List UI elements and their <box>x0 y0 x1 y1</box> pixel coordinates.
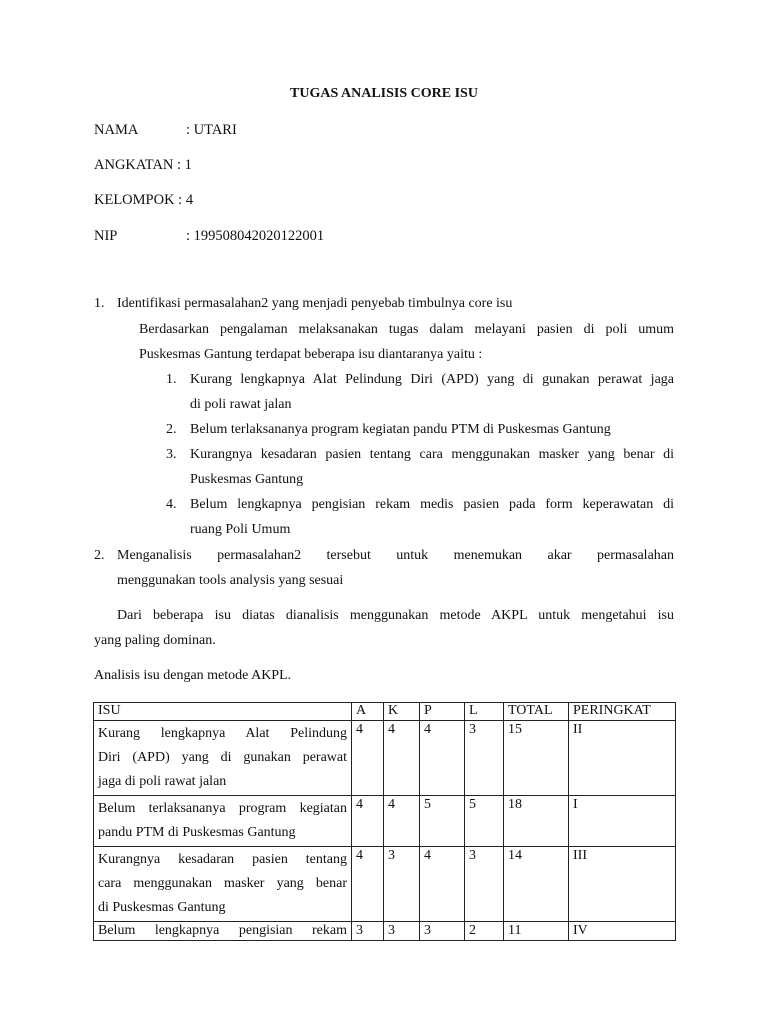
section2-line1: Menganalisis permasalahan2 tersebut untuk menemukan akar permasalahan <box>117 548 674 563</box>
isu-line: Kurang lengkapnya Alat Pelindung <box>98 726 347 741</box>
section1-intro-line1: Berdasarkan pengalaman melaksanakan tugas dalam melayani pasien di poli umum <box>139 322 674 337</box>
list-item-number: 1. <box>166 372 177 387</box>
list-item-number: 4. <box>166 497 177 512</box>
table-cell-a: 4 <box>352 796 384 847</box>
table-cell-total: 18 <box>504 796 569 847</box>
isu-line: Diri (APD) yang di gunakan perawat <box>98 750 347 765</box>
list-item-text-cont: ruang Poli Umum <box>190 522 291 537</box>
table-cell-a: 3 <box>352 922 384 941</box>
list-item-text: Belum terlaksananya program kegiatan pandu PTM di Puskesmas Gantung <box>190 422 611 437</box>
table-cell-k: 3 <box>384 847 420 922</box>
identity-label: NAMA <box>94 122 139 138</box>
table-cell-isu <box>94 796 352 847</box>
section1-intro-line2: Puskesmas Gantung terdapat beberapa isu diantaranya yaitu : <box>139 347 483 362</box>
table-header-total: TOTAL <box>504 703 569 721</box>
table-cell-p: 5 <box>420 796 465 847</box>
table-row <box>94 922 676 941</box>
table-row <box>94 796 676 847</box>
analysis-paragraph-line2: yang paling dominan. <box>94 633 216 648</box>
table-header-l: L <box>465 703 504 721</box>
identity-value: : 199508042020122001 <box>186 228 325 244</box>
section1-number: 1. <box>94 296 105 311</box>
table-header-k: K <box>384 703 420 721</box>
identity-row-nip <box>94 228 325 245</box>
table-cell-total: 14 <box>504 847 569 922</box>
isu-line: cara menggunakan masker yang benar <box>98 876 347 891</box>
table-cell-p: 4 <box>420 847 465 922</box>
table-cell-l: 5 <box>465 796 504 847</box>
table-cell-peringkat: II <box>569 721 676 796</box>
identity-label: ANGKATAN : 1 <box>94 157 192 173</box>
table-cell-p: 4 <box>420 721 465 796</box>
table-cell-l: 3 <box>465 721 504 796</box>
identity-value: : UTARI <box>186 122 237 138</box>
table-header-isu: ISU <box>94 703 352 721</box>
list-item-text-cont: Puskesmas Gantung <box>190 472 304 487</box>
isu-line: Kurangnya kesadaran pasien tentang <box>98 852 347 867</box>
analysis-paragraph-line1: Dari beberapa isu diatas dianalisis menggunakan metode AKPL untuk mengetahui isu <box>117 608 674 623</box>
isu-line: Belum terlaksananya program kegiatan <box>98 801 347 816</box>
document-title: TUGAS ANALISIS CORE ISU <box>290 86 478 101</box>
table-cell-isu <box>94 847 352 922</box>
table-header-peringkat: PERINGKAT <box>569 703 676 721</box>
identity-row-name <box>94 122 237 139</box>
table-cell-isu <box>94 922 352 941</box>
table-cell-k: 4 <box>384 721 420 796</box>
list-item-text-cont: di poli rawat jalan <box>190 397 292 412</box>
table-cell-k: 4 <box>384 796 420 847</box>
table-header-row <box>94 703 676 721</box>
isu-line: di Puskesmas Gantung <box>98 900 226 915</box>
list-item-text: Kurangnya kesadaran pasien tentang cara menggunakan masker yang benar di <box>190 447 674 462</box>
table-caption: Analisis isu dengan metode AKPL. <box>94 668 292 683</box>
identity-label: NIP <box>94 228 118 244</box>
list-item-number: 3. <box>166 447 177 462</box>
isu-line: Belum lengkapnya pengisian rekam <box>98 923 347 938</box>
list-item-number: 2. <box>166 422 177 437</box>
identity-row-kelompok <box>94 192 193 209</box>
section1-heading: Identifikasi permasalahan2 yang menjadi penyebab timbulnya core isu <box>117 296 513 311</box>
isu-line: pandu PTM di Puskesmas Gantung <box>98 825 296 840</box>
table-cell-peringkat: I <box>569 796 676 847</box>
table-cell-a: 4 <box>352 847 384 922</box>
table-cell-isu <box>94 721 352 796</box>
table-cell-total: 15 <box>504 721 569 796</box>
table-header-a: A <box>352 703 384 721</box>
identity-label: KELOMPOK : 4 <box>94 192 194 208</box>
table-cell-peringkat: IV <box>569 922 676 941</box>
table-cell-p: 3 <box>420 922 465 941</box>
list-item-text: Kurang lengkapnya Alat Pelindung Diri (APD) yang di gunakan perawat jaga <box>190 372 674 387</box>
section2-line2: menggunakan tools analysis yang sesuai <box>117 573 344 588</box>
table-cell-a: 4 <box>352 721 384 796</box>
table-cell-peringkat: III <box>569 847 676 922</box>
table-header-p: P <box>420 703 465 721</box>
list-item-text: Belum lengkapnya pengisian rekam medis pasien pada form keperawatan di <box>190 497 674 512</box>
table-cell-k: 3 <box>384 922 420 941</box>
table-cell-total: 11 <box>504 922 569 941</box>
akpl-table <box>93 702 676 941</box>
table-row <box>94 721 676 796</box>
section2-number: 2. <box>94 548 105 563</box>
table-cell-l: 3 <box>465 847 504 922</box>
table-row <box>94 847 676 922</box>
identity-row-angkatan <box>94 157 192 174</box>
table-cell-l: 2 <box>465 922 504 941</box>
isu-line: jaga di poli rawat jalan <box>98 774 227 789</box>
